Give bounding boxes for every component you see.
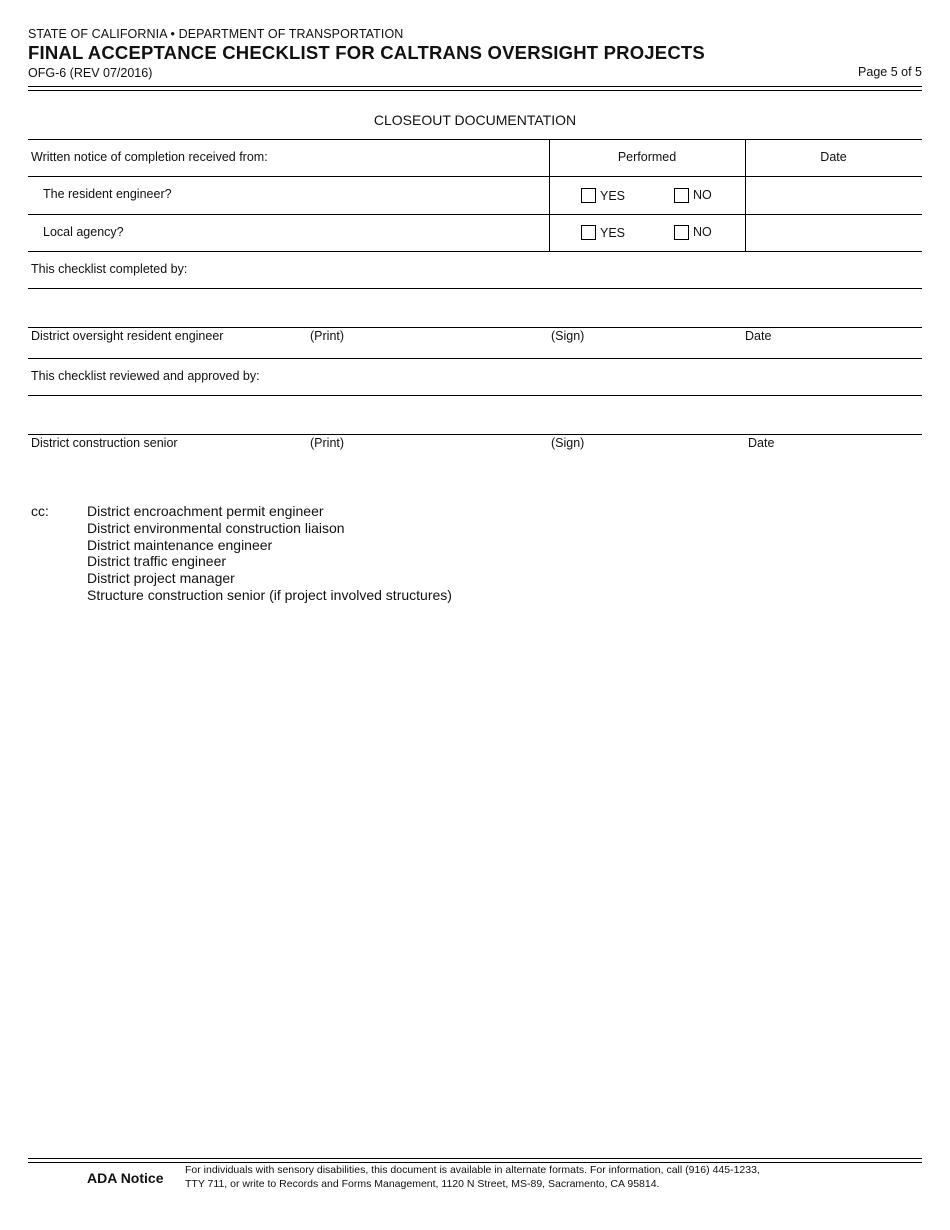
- cc-item: District encroachment permit engineer: [87, 503, 324, 519]
- cc-list: [87, 503, 452, 604]
- section-title: CLOSEOUT DOCUMENTATION: [373, 112, 577, 128]
- completed-by-signature-field[interactable]: [28, 289, 922, 326]
- cc-item: District project manager: [87, 570, 235, 587]
- reviewed-by-sign-label: (Sign): [551, 436, 585, 450]
- completed-by-label: This checklist completed by:: [31, 262, 188, 276]
- reviewed-by-date-label: Date: [748, 436, 775, 450]
- form-number: OFG-6 (REV 07/2016): [28, 66, 153, 80]
- completed-by-signature-line: [28, 327, 922, 328]
- resident-engineer-no-checkbox[interactable]: [674, 188, 689, 203]
- cc-item: District maintenance engineer: [87, 536, 273, 553]
- section-divider: [28, 358, 922, 359]
- reviewed-by-role: District construction senior: [31, 436, 178, 450]
- notice-header-label: Written notice of completion received from:: [31, 150, 268, 164]
- resident-engineer-date-field[interactable]: [746, 177, 922, 214]
- ada-notice-line: For individuals with sensory disabilities, this document is available in alternate formats. For information, call (916) 445-1233,: [185, 1164, 760, 1176]
- ada-notice-text: [185, 1164, 885, 1191]
- date-header: Date: [820, 150, 847, 164]
- table-bottom-border: [28, 251, 922, 252]
- page-number: Page 5 of 5: [858, 65, 922, 79]
- completed-by-print-label: (Print): [310, 329, 345, 343]
- cc-item: Structure construction senior (if project involved structures): [87, 586, 452, 603]
- resident-engineer-yes-checkbox[interactable]: [581, 188, 596, 203]
- cc-item: District environmental construction liaison: [87, 519, 345, 536]
- local-agency-label: Local agency?: [43, 225, 124, 239]
- local-agency-yes-checkbox[interactable]: [581, 225, 596, 240]
- header-divider-bottom: [28, 90, 922, 91]
- performed-header: Performed: [617, 150, 677, 164]
- completed-by-sign-label: (Sign): [551, 329, 585, 343]
- reviewed-by-label: This checklist reviewed and approved by:: [31, 369, 260, 383]
- resident-engineer-label: The resident engineer?: [43, 187, 172, 201]
- reviewed-by-signature-field[interactable]: [28, 396, 922, 433]
- footer-divider-top: [28, 1158, 922, 1159]
- form-title: FINAL ACCEPTANCE CHECKLIST FOR CALTRANS OVERSIGHT PROJECTS: [28, 42, 705, 63]
- reviewed-by-signature-line: [28, 434, 922, 435]
- local-agency-yes-label: YES: [600, 226, 626, 240]
- completed-by-date-label: Date: [745, 329, 772, 343]
- resident-engineer-yes-label: YES: [600, 189, 626, 203]
- resident-engineer-no-label: NO: [693, 188, 712, 202]
- completed-by-role: District oversight resident engineer: [31, 329, 224, 343]
- local-agency-date-field[interactable]: [746, 215, 922, 251]
- table-top-border: [28, 139, 922, 140]
- agency-line: STATE OF CALIFORNIA • DEPARTMENT OF TRANSPORTATION: [28, 27, 404, 41]
- local-agency-no-label: NO: [693, 225, 712, 239]
- header-divider-top: [28, 86, 922, 87]
- ada-notice-line: TTY 711, or write to Records and Forms Management, 1120 N Street, MS-89, Sacramento, CA 95814.: [185, 1177, 660, 1190]
- cc-item: District traffic engineer: [87, 553, 227, 570]
- cc-label: cc:: [31, 503, 49, 519]
- ada-notice-title: ADA Notice: [87, 1170, 164, 1186]
- footer-divider-bottom: [28, 1162, 922, 1163]
- local-agency-no-checkbox[interactable]: [674, 225, 689, 240]
- reviewed-by-print-label: (Print): [310, 436, 345, 450]
